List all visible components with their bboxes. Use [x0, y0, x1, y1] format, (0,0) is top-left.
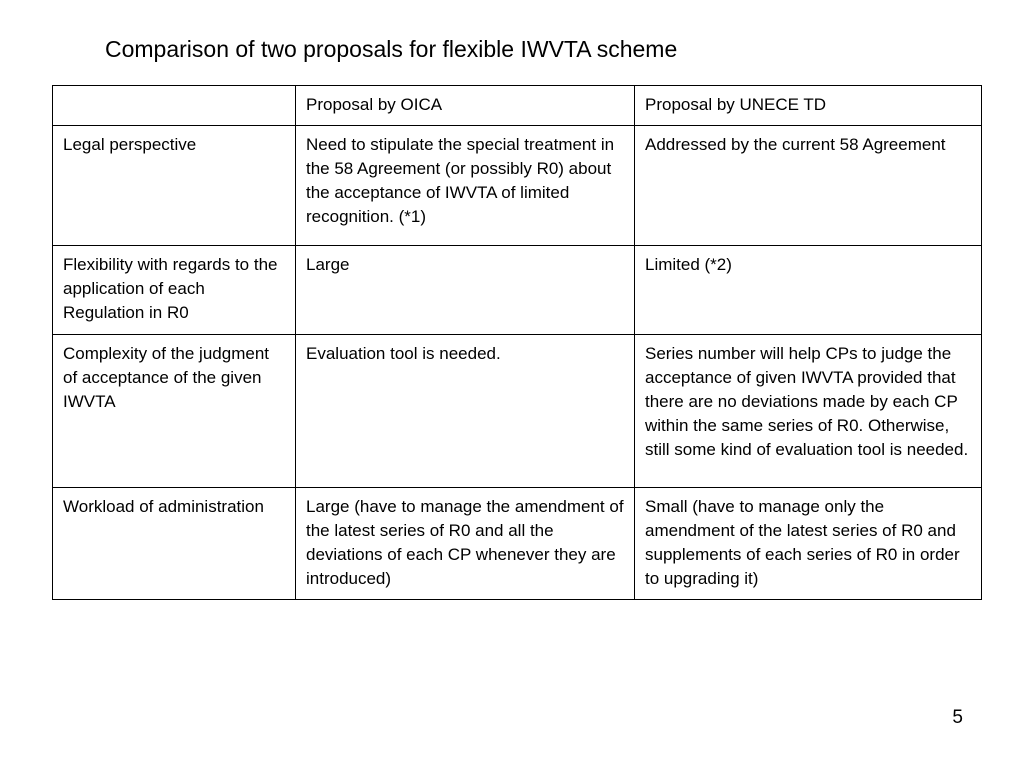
- oica-cell: Need to stipulate the special treatment in the 58 Agreement (or possibly R0) about the acceptance of IWVTA of limited recognition. (*1): [296, 126, 635, 246]
- header-oica: Proposal by OICA: [296, 86, 635, 126]
- unece-cell: Limited (*2): [635, 246, 982, 335]
- criterion-cell: Complexity of the judgment of acceptance of the given IWVTA: [53, 335, 296, 488]
- header-unece: Proposal by UNECE TD: [635, 86, 982, 126]
- unece-cell: Small (have to manage only the amendment of the latest series of R0 and supplements of each series of R0 in order to upgrading it): [635, 488, 982, 600]
- table-row-workload: [53, 488, 982, 600]
- table-row-flexibility: [53, 246, 982, 335]
- table-header-row: [53, 86, 982, 126]
- slide-title: Comparison of two proposals for flexible IWVTA scheme: [105, 36, 678, 62]
- oica-cell: Large (have to manage the amendment of the latest series of R0 and all the deviations of each CP whenever they are introduced): [296, 488, 635, 600]
- unece-cell: Addressed by the current 58 Agreement: [635, 126, 982, 246]
- comparison-table: [52, 85, 982, 600]
- table-row-complexity: [53, 335, 982, 488]
- page-number: 5: [952, 707, 963, 728]
- oica-cell: Evaluation tool is needed.: [296, 335, 635, 488]
- table-row-legal-perspective: [53, 126, 982, 246]
- criterion-cell: Flexibility with regards to the application of each Regulation in R0: [53, 246, 296, 335]
- criterion-cell: Workload of administration: [53, 488, 296, 600]
- oica-cell: Large: [296, 246, 635, 335]
- unece-cell: Series number will help CPs to judge the acceptance of given IWVTA provided that there are no deviations made by each CP within the same series of R0. Otherwise, still some kind of evaluation tool is needed.: [635, 335, 982, 488]
- header-corner-cell: [53, 86, 296, 126]
- criterion-cell: Legal perspective: [53, 126, 296, 246]
